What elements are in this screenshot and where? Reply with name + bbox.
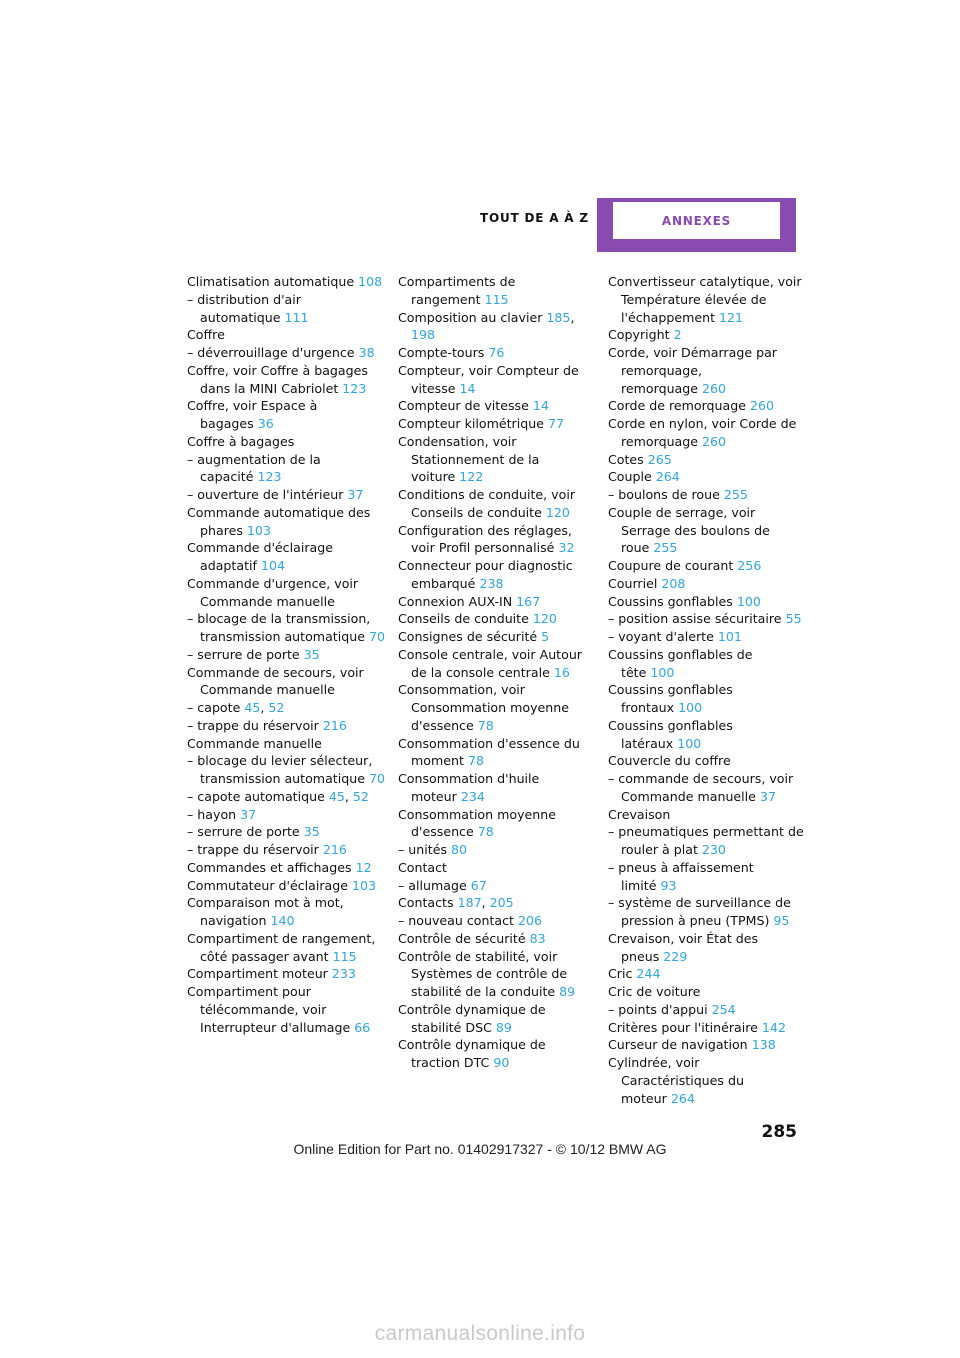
index-term: – commande de secours, voir Commande manuelle: [608, 771, 794, 804]
index-entry: – capote 45, 52: [187, 700, 285, 715]
index-entry: [608, 894, 806, 930]
page-reference-link[interactable]: 45: [244, 700, 261, 715]
index-entry: [608, 806, 806, 824]
index-entry: [608, 575, 806, 593]
index-entry: Contacts 187, 205: [398, 895, 514, 911]
index-term: Commandes et affichages: [187, 859, 352, 875]
index-term: – voyant d'alerte: [608, 629, 714, 644]
page-reference-link[interactable]: 260: [702, 380, 727, 396]
index-entry: [398, 646, 596, 682]
index-entry: [398, 1036, 596, 1072]
chapter-tab-label: ANNEXES: [613, 202, 780, 239]
index-entry: [187, 752, 385, 788]
index-term: Consignes de sécurité: [398, 629, 538, 644]
index-term: Coffre, voir Coffre à bagages dans la MINI Cabriolet: [187, 362, 368, 396]
index-term: Compte-tours: [398, 345, 485, 360]
index-term: – capote: [187, 700, 241, 715]
index-entry: [187, 930, 385, 966]
index-entry: [608, 1019, 806, 1037]
index-entry: [187, 610, 385, 646]
index-entry: [608, 717, 806, 753]
page-reference-link[interactable]: 256: [737, 558, 762, 573]
page-reference-link[interactable]: 55: [785, 611, 802, 627]
index-entry: [608, 823, 806, 859]
index-term: Cylindrée, voir Caractéristiques du moteur: [608, 1055, 744, 1106]
index-entry: [398, 841, 596, 859]
page-reference-link[interactable]: 70: [368, 629, 385, 644]
index-term: Critères pour l'itinéraire: [608, 1019, 758, 1035]
page-reference-link[interactable]: 95: [773, 913, 790, 928]
index-entry: [187, 877, 385, 895]
index-term: Coffre: [187, 327, 225, 343]
index-entry: [608, 681, 806, 717]
index-term: Compteur kilométrique: [398, 416, 544, 431]
index-term: Curseur de navigation: [608, 1037, 748, 1053]
index-term: – pneus à affaissement limité: [608, 859, 754, 893]
page-reference-link[interactable]: 100: [678, 700, 703, 715]
index-term: Commande d'urgence, voir Commande manuelle: [187, 575, 359, 609]
index-term: Coussins gonflables latéraux: [608, 717, 733, 751]
page-reference-link[interactable]: 36: [257, 416, 274, 431]
index-term: – trappe du réservoir: [187, 842, 319, 857]
index-entry: [398, 593, 596, 611]
page-reference-link[interactable]: 2: [673, 327, 682, 343]
page-reference-link[interactable]: 45: [328, 788, 345, 804]
page-reference-link[interactable]: 14: [532, 398, 549, 414]
page-reference-link[interactable]: 37: [347, 487, 364, 502]
page-reference-link[interactable]: 264: [670, 1090, 695, 1106]
index-term: Compteur, voir Compteur de vitesse: [398, 362, 579, 396]
index-entry: [187, 433, 385, 451]
page-reference-link[interactable]: 230: [701, 842, 726, 857]
index-entry: [608, 770, 806, 806]
page-reference-link[interactable]: 140: [270, 913, 295, 928]
index-term: – ouverture de l'intérieur: [187, 487, 344, 502]
index-term: – nouveau contact: [398, 913, 515, 928]
index-term: – boulons de roue: [608, 487, 720, 502]
index-entry: [187, 326, 385, 344]
index-entry: [608, 1001, 806, 1019]
index-entry: [608, 451, 806, 469]
index-entry: [608, 965, 806, 983]
page-reference-link[interactable]: 52: [352, 788, 369, 804]
index-term: Contacts: [398, 895, 454, 911]
index-term: – déverrouillage d'urgence: [187, 345, 355, 360]
index-term: Climatisation automatique: [187, 274, 355, 289]
index-entry: [398, 912, 596, 930]
index-entry: [398, 344, 596, 362]
index-term: – capote automatique: [187, 788, 325, 804]
index-entry: [187, 965, 385, 983]
index-entry: [398, 930, 596, 948]
page-reference-link[interactable]: 187: [457, 895, 482, 911]
index-term: – unités: [398, 842, 448, 857]
index-entry: [608, 557, 806, 575]
page-reference-link[interactable]: 260: [702, 433, 727, 449]
page-reference-link[interactable]: 78: [477, 824, 494, 840]
section-title: TOUT DE A À Z: [480, 211, 589, 225]
index-entry: [608, 344, 806, 397]
index-entry: [187, 823, 385, 841]
index-term: Consommation d'essence du moment: [398, 735, 580, 769]
index-entry: Composition au clavier 185, 198: [398, 309, 575, 343]
page-reference-link[interactable]: 111: [284, 309, 309, 325]
index-term: Console centrale, voir Autour de la console centrale: [398, 646, 582, 680]
index-term: Compartiment pour télécommande, voir Interrupteur d'allumage: [187, 984, 351, 1035]
index-entry: [187, 983, 385, 1036]
page-reference-link[interactable]: 260: [749, 398, 775, 414]
index-term: – allumage: [398, 877, 467, 893]
page-reference-link[interactable]: 80: [451, 842, 468, 857]
index-term: Commande d'éclairage adaptatif: [187, 540, 333, 573]
index-term: Corde de remorquage: [608, 398, 746, 414]
index-entry: [608, 468, 806, 486]
index-entry: [608, 486, 806, 504]
page-reference-link[interactable]: 108: [358, 274, 383, 289]
page-reference-link[interactable]: 52: [268, 700, 285, 715]
index-entry: [187, 859, 385, 877]
index-entry: [187, 273, 385, 291]
page-reference-link[interactable]: 100: [736, 593, 761, 609]
page-reference-link[interactable]: 123: [257, 469, 282, 485]
index-term: – trappe du réservoir: [187, 717, 319, 733]
index-term: Commande de secours, voir Commande manuelle: [187, 664, 364, 698]
index-term: Comparaison mot à mot, navigation: [187, 895, 344, 928]
index-term: Commande automatique des phares: [187, 504, 371, 538]
index-entry: [608, 593, 806, 611]
page-reference-link[interactable]: 66: [354, 1019, 371, 1035]
index-entry: [187, 664, 385, 700]
page-reference-link[interactable]: 265: [647, 451, 672, 467]
page-reference-link[interactable]: 244: [636, 966, 661, 982]
page-reference-link[interactable]: 100: [677, 735, 702, 751]
index-term: Couvercle du coffre: [608, 753, 731, 769]
index-term: Contrôle dynamique de stabilité DSC: [398, 1001, 546, 1035]
page-number: 285: [761, 1122, 797, 1142]
index-entry: [187, 539, 385, 575]
index-entry: [398, 948, 596, 1001]
page-reference-link[interactable]: 120: [532, 611, 557, 627]
index-entry: [398, 628, 596, 646]
page-reference-link[interactable]: 83: [529, 930, 546, 946]
watermark: carmanualsonline.info: [374, 1322, 586, 1345]
page-reference-link[interactable]: 185: [546, 309, 571, 325]
page-reference-link[interactable]: 255: [723, 487, 748, 502]
index-entry: [398, 735, 596, 771]
page-reference-link[interactable]: 35: [303, 824, 320, 840]
page-reference-link[interactable]: 216: [322, 842, 347, 857]
index-entry: [187, 362, 385, 398]
index-entry: [187, 575, 385, 611]
index-entry: [608, 504, 806, 557]
index-term: Compartiment moteur: [187, 966, 328, 982]
index-entry: [187, 486, 385, 504]
index-entry: [398, 557, 596, 593]
index-term: – blocage de la transmission, transmission automatique: [187, 611, 371, 644]
chapter-tab: [597, 198, 796, 252]
page-reference-link[interactable]: 76: [488, 345, 505, 360]
page-reference-link[interactable]: 115: [332, 948, 357, 964]
index-term: Corde, voir Démarrage par remorquage, remorquage: [608, 345, 777, 396]
index-term: Crevaison: [608, 806, 671, 822]
index-term: Cotes: [608, 451, 644, 467]
page-reference-link[interactable]: 104: [260, 558, 286, 573]
index-term: Corde en nylon, voir Corde de remorquage: [608, 416, 797, 449]
page-reference-link[interactable]: 78: [477, 717, 494, 733]
page-reference-link[interactable]: 100: [650, 664, 675, 680]
index-entry: [608, 397, 806, 415]
page-reference-link[interactable]: 12: [355, 859, 372, 875]
page-reference-link[interactable]: 89: [559, 984, 576, 999]
index-term: Compartiments de rangement: [398, 274, 516, 307]
page-reference-link[interactable]: 67: [470, 877, 487, 893]
index-entry: [187, 717, 385, 735]
page-reference-link[interactable]: 138: [751, 1037, 776, 1053]
index-term: – blocage du levier sélecteur, transmission automatique: [187, 753, 373, 786]
index-entry: [608, 1036, 806, 1054]
page-reference-link[interactable]: 90: [493, 1055, 510, 1070]
page-reference-link[interactable]: 198: [411, 327, 436, 343]
index-term: – distribution d'air automatique: [187, 291, 301, 325]
index-entry: [398, 397, 596, 415]
page-reference-link[interactable]: 205: [489, 895, 514, 911]
index-term: Crevaison, voir État des pneus: [608, 930, 759, 964]
index-term: Couple de serrage, voir Serrage des boulons de roue: [608, 504, 770, 556]
index-term: Condensation, voir Stationnement de la voiture: [398, 433, 540, 485]
page-reference-link[interactable]: 121: [719, 309, 744, 325]
index-term: Coupure de courant: [608, 558, 734, 573]
index-term: Coffre, voir Espace à bagages: [187, 398, 318, 431]
index-term: – position assise sécuritaire: [608, 611, 782, 627]
index-entry: [398, 806, 596, 842]
page-reference-link[interactable]: 122: [459, 469, 484, 485]
index-term: Connecteur pour diagnostic embarqué: [398, 558, 573, 591]
index-term: – points d'appui: [608, 1001, 708, 1017]
index-column-1: [187, 273, 385, 1036]
index-term: Configuration des réglages, voir Profil personnalisé: [398, 522, 572, 556]
index-term: Connexion AUX-IN: [398, 593, 513, 609]
index-entry: [398, 522, 596, 558]
page-reference-link[interactable]: 101: [717, 629, 742, 644]
index-term: Consommation moyenne d'essence: [398, 806, 557, 840]
index-entry: [398, 681, 596, 734]
index-entry: [398, 415, 596, 433]
index-entry: [608, 628, 806, 646]
page-reference-link[interactable]: 238: [479, 575, 504, 591]
index-term: Cric de voiture: [608, 984, 701, 999]
index-term: Contrôle de stabilité, voir Systèmes de contrôle de stabilité de la conduite: [398, 948, 568, 999]
page-reference-link[interactable]: 234: [460, 788, 485, 804]
index-term: – serrure de porte: [187, 646, 300, 662]
index-term: Contrôle de sécurité: [398, 930, 526, 946]
index-term: Contrôle dynamique de traction DTC: [398, 1037, 546, 1070]
index-term: Coussins gonflables: [608, 593, 733, 609]
edition-footer: Online Edition for Part no. 01402917327 - © 10/12 BMW AG: [293, 1141, 667, 1157]
index-entry: [608, 273, 806, 326]
index-term: – pneumatiques permettant de rouler à plat: [608, 824, 804, 857]
page-reference-link[interactable]: 142: [761, 1019, 786, 1035]
index-term: Compartiment de rangement, côté passager avant: [187, 930, 376, 964]
index-entry: [398, 859, 596, 877]
page-reference-link[interactable]: 35: [303, 646, 320, 662]
index-term: Contact: [398, 859, 447, 875]
index-term: Commutateur d'éclairage: [187, 877, 349, 893]
index-entry: [398, 610, 596, 628]
index-entry: [187, 806, 385, 824]
index-entry: [608, 646, 806, 682]
index-entry: [398, 770, 596, 806]
index-entry: [187, 735, 385, 753]
page-reference-link[interactable]: 264: [655, 469, 680, 485]
page-reference-link[interactable]: 206: [518, 913, 543, 928]
page-reference-link[interactable]: 123: [342, 380, 367, 396]
page-reference-link[interactable]: 89: [495, 1019, 512, 1035]
index-term: Conseils de conduite: [398, 611, 529, 627]
page-reference-link[interactable]: 254: [711, 1001, 736, 1017]
index-term: Coussins gonflables frontaux: [608, 682, 733, 715]
page-reference-link[interactable]: 37: [759, 788, 776, 804]
index-entry: [187, 397, 385, 433]
index-entry: [398, 486, 596, 522]
index-entry: [187, 344, 385, 362]
index-entry: [398, 433, 596, 486]
page-reference-link[interactable]: 77: [547, 416, 565, 431]
index-term: Consommation d'huile moteur: [398, 771, 540, 804]
index-entry: [608, 859, 806, 895]
page-reference-link[interactable]: 14: [459, 380, 476, 396]
index-term: Copyright: [608, 327, 670, 343]
page-reference-link[interactable]: 103: [352, 877, 377, 893]
index-term: Couple: [608, 469, 652, 485]
index-entry: [187, 894, 385, 930]
index-entry: [608, 415, 806, 451]
page-reference-link[interactable]: 103: [246, 522, 271, 538]
index-entry: [187, 291, 385, 327]
page-reference-link[interactable]: 229: [663, 948, 688, 964]
page-reference-link[interactable]: 115: [484, 291, 509, 307]
index-term: Cric: [608, 966, 633, 982]
index-entry: [398, 362, 596, 398]
page-reference-link[interactable]: 120: [545, 504, 570, 520]
page-reference-link[interactable]: 37: [240, 806, 257, 822]
index-entry: [608, 752, 806, 770]
index-column-2: [398, 273, 596, 1072]
index-entry: [187, 451, 385, 487]
index-term: Compteur de vitesse: [398, 398, 529, 414]
page-reference-link[interactable]: 70: [368, 771, 385, 786]
index-term: Coussins gonflables de tête: [608, 646, 753, 680]
index-entry: [398, 273, 596, 309]
page-reference-link[interactable]: 16: [553, 664, 570, 680]
index-entry: [187, 646, 385, 664]
index-term: – augmentation de la capacité: [187, 451, 321, 485]
index-term: Coffre à bagages: [187, 433, 295, 449]
index-entry: [608, 326, 806, 344]
index-term: Courriel: [608, 575, 658, 591]
page-reference-link[interactable]: 233: [331, 966, 356, 982]
index-term: – serrure de porte: [187, 824, 300, 840]
index-entry: [608, 983, 806, 1001]
index-term: Conditions de conduite, voir Conseils de conduite: [398, 487, 576, 520]
page-reference-link[interactable]: 167: [516, 593, 541, 609]
index-entry: [187, 841, 385, 859]
index-term: – hayon: [187, 806, 237, 822]
index-entry: [608, 610, 806, 628]
index-term: Commande manuelle: [187, 735, 322, 751]
page-reference-link[interactable]: 78: [467, 753, 484, 769]
page-reference-link[interactable]: 32: [558, 540, 575, 556]
index-term: Consommation, voir Consommation moyenne d'essence: [398, 682, 570, 733]
index-term: – système de surveillance de pression à pneu (TPMS): [608, 895, 791, 928]
index-term: Convertisseur catalytique, voir Température élevée de l'échappement: [608, 274, 802, 325]
page-reference-link[interactable]: 216: [322, 717, 347, 733]
page-reference-link[interactable]: 93: [660, 877, 677, 893]
index-entry: [608, 930, 806, 966]
index-column-3: [608, 273, 806, 1107]
index-entry: – capote automatique 45, 52: [187, 788, 369, 804]
page-reference-link[interactable]: 208: [661, 575, 686, 591]
index-entry: [608, 1054, 806, 1107]
index-entry: [187, 504, 385, 540]
page-reference-link[interactable]: 38: [358, 345, 375, 360]
page-reference-link[interactable]: 5: [541, 629, 550, 644]
index-entry: [398, 877, 596, 895]
page-reference-link[interactable]: 255: [653, 540, 678, 556]
index-term: Composition au clavier: [398, 309, 543, 325]
index-entry: [398, 1001, 596, 1037]
